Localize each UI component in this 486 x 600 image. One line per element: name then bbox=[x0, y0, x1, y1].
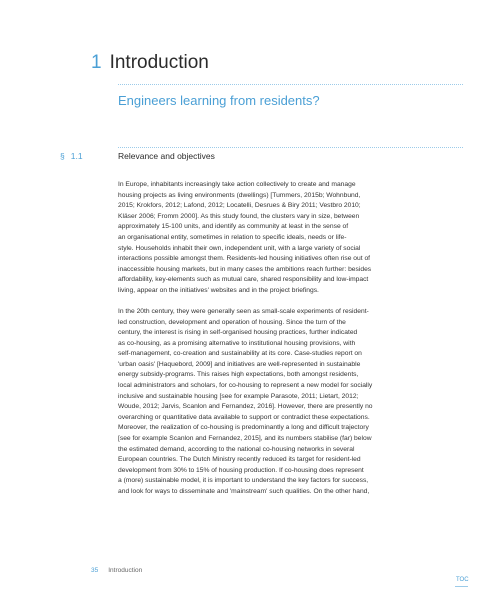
page-number: 35 bbox=[91, 567, 99, 574]
text-line: led construction, development and operation of housing. Since the turn of the bbox=[118, 318, 346, 326]
text-line: energy subsidy-programs. This raises high expectations, both amongst residents, bbox=[118, 371, 359, 379]
paragraph bbox=[118, 180, 464, 297]
text-line: local administrators and scholars, for co-housing to represent a new model for socially bbox=[118, 382, 373, 390]
text-line: housing projects as living environments (dwellings) [Tummers, 2015b; Wohnbund, bbox=[118, 191, 361, 199]
text-line: Kläser 2006; Fromm 2000]. As this study found, the clusters vary in size, between bbox=[118, 212, 360, 220]
text-line: approximately 15-100 units, and identify as community at least in the sense of bbox=[118, 223, 349, 231]
text-line: affordability, key-elements such as mutual care, shared responsibility and low-impact bbox=[118, 276, 369, 284]
section-heading bbox=[60, 151, 215, 161]
text-line: interactions possible amongst them. Residents-led housing initiatives often rise out of bbox=[118, 255, 371, 263]
section-divider bbox=[118, 147, 463, 148]
text-line: and look for ways to disseminate and 'mainstream' such qualities. On the other hand, bbox=[118, 488, 370, 496]
chapter-title: Introduction bbox=[109, 52, 209, 73]
text-line: the estimated demand, according to the national co-housing networks in several bbox=[118, 445, 355, 453]
text-line: Moreover, the realization of co-housing is predominantly a long and difficult trajectory bbox=[118, 424, 369, 432]
toc-link[interactable]: TOC bbox=[456, 577, 469, 583]
paragraph bbox=[118, 307, 464, 498]
body-text bbox=[118, 180, 464, 498]
section-number: 1.1 bbox=[70, 151, 83, 161]
text-line: living, appear on the initiatives' websites and in the project briefings. bbox=[118, 286, 319, 294]
text-line: an organisational entity, sometimes in relation to specific ideals, needs or life- bbox=[118, 233, 347, 241]
text-line: century, the interest is rising in self-organised housing practices, further indicated bbox=[118, 329, 358, 337]
chapter-heading bbox=[91, 52, 209, 74]
section-marker bbox=[60, 151, 118, 161]
chapter-subtitle: Engineers learning from residents? bbox=[118, 93, 320, 108]
page-footer bbox=[91, 567, 142, 574]
text-line: Woude, 2012; Jarvis, Scanlon and Fernandez, 2016]. However, there are presently no bbox=[118, 403, 373, 411]
text-line: as co-housing, as a promising alternative to institutional housing provisions, with bbox=[118, 339, 356, 347]
footer-chapter-title: Introduction bbox=[108, 567, 143, 574]
text-line: inaccessible housing markets, but in many cases the ambitions reach further: besides bbox=[118, 265, 372, 273]
text-line: self-management, co-creation and sustainability at its core. Case-studies report on bbox=[118, 350, 362, 358]
toc-underline bbox=[455, 586, 468, 587]
section-symbol: § bbox=[60, 151, 65, 161]
text-line: In the 20th century, they were generally seen as small-scale experiments of resident- bbox=[118, 307, 369, 315]
text-line: overarching or quantitative data available to support or contradict these expectations. bbox=[118, 413, 370, 421]
section-title: Relevance and objectives bbox=[118, 151, 215, 161]
text-line: 2015; Krokfors, 2012; Lafond, 2012; Locatelli, Desrues & Biry 2011; Vestbro 2010; bbox=[118, 202, 361, 210]
chapter-number: 1 bbox=[91, 52, 102, 73]
text-line: inclusive and sustainable housing [see for example Parasote, 2011; Lietart, 2012; bbox=[118, 392, 359, 400]
text-line: a (more) sustainable model, it is important to understand the key factors for success, bbox=[118, 477, 369, 485]
chapter-divider bbox=[118, 84, 463, 85]
text-line: [see for example Scanlon and Fernandez, 2015], and its numbers stabilise (far) below bbox=[118, 435, 372, 443]
paragraph-gap bbox=[118, 297, 464, 307]
text-line: In Europe, inhabitants increasingly take action collectively to create and manage bbox=[118, 181, 356, 188]
text-line: development from 30% to 15% of housing production. If co-housing does represent bbox=[118, 466, 364, 474]
text-line: style. Households inhabit their own, independent unit, with a large variety of social bbox=[118, 244, 361, 252]
text-line: 'urban oasis' [Haquebord, 2009] and initiatives are well-represented in sustainable bbox=[118, 360, 361, 368]
text-line: European countries. The Dutch Ministry recently reduced its target for resident-led bbox=[118, 456, 361, 464]
